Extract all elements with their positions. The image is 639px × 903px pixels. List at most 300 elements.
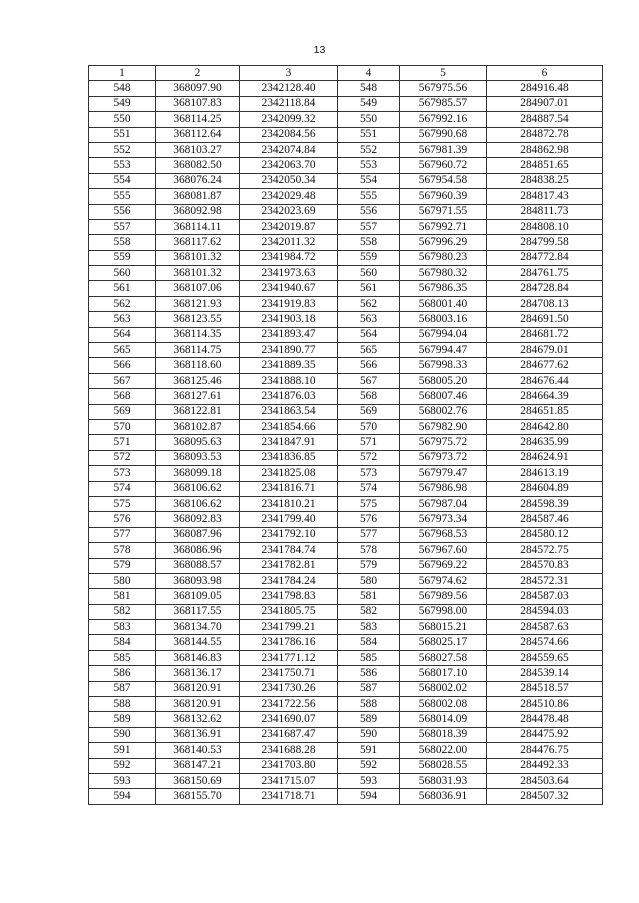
table-cell: 284799.58: [487, 235, 603, 250]
table-cell: 284624.91: [487, 450, 603, 465]
table-cell: 284475.92: [487, 727, 603, 742]
table-cell: 284708.13: [487, 296, 603, 311]
table-row: [89, 650, 603, 665]
table-cell: 284598.39: [487, 496, 603, 511]
table-cell: 582: [338, 604, 400, 619]
table-cell: 555: [338, 189, 400, 204]
table-cell: 567960.72: [400, 158, 487, 173]
table-cell: 368106.62: [156, 496, 240, 511]
table-row: [89, 373, 603, 388]
table-cell: 568003.16: [400, 312, 487, 327]
table-cell: 561: [338, 281, 400, 296]
table-cell: 566: [89, 358, 156, 373]
table-cell: 567974.62: [400, 573, 487, 588]
table-row: [89, 281, 603, 296]
table-cell: 284761.75: [487, 266, 603, 281]
table-row: [89, 681, 603, 696]
table-cell: 564: [89, 327, 156, 342]
table-cell: 368092.83: [156, 512, 240, 527]
table-row: [89, 419, 603, 434]
table-cell: 551: [338, 127, 400, 142]
table-cell: 574: [89, 481, 156, 496]
table-cell: 368136.91: [156, 727, 240, 742]
table-cell: 548: [338, 81, 400, 96]
table-cell: 562: [338, 296, 400, 311]
table-row: [89, 312, 603, 327]
table-cell: 561: [89, 281, 156, 296]
table-cell: 2341984.72: [240, 250, 338, 265]
table-cell: 580: [338, 573, 400, 588]
table-cell: 368147.21: [156, 758, 240, 773]
table-cell: 565: [89, 343, 156, 358]
table-cell: 593: [338, 773, 400, 788]
table-cell: 2341825.08: [240, 466, 338, 481]
table-cell: 2341786.16: [240, 635, 338, 650]
table-row: [89, 758, 603, 773]
table-row: [89, 389, 603, 404]
table-cell: 575: [89, 496, 156, 511]
table-cell: 564: [338, 327, 400, 342]
table-cell: 2341784.24: [240, 573, 338, 588]
table-cell: 284887.54: [487, 112, 603, 127]
table-cell: 550: [338, 112, 400, 127]
table-cell: 560: [338, 266, 400, 281]
table-cell: 568: [338, 389, 400, 404]
table-cell: 556: [338, 204, 400, 219]
table-cell: 569: [89, 404, 156, 419]
table-cell: 368082.50: [156, 158, 240, 173]
table-cell: 284642.80: [487, 419, 603, 434]
table-row: [89, 773, 603, 788]
table-cell: 553: [338, 158, 400, 173]
table-cell: 284838.25: [487, 173, 603, 188]
table-cell: 559: [89, 250, 156, 265]
table-cell: 2341722.56: [240, 697, 338, 712]
table-row: [89, 666, 603, 681]
table-cell: 567: [89, 373, 156, 388]
table-cell: 368103.27: [156, 142, 240, 157]
table-cell: 368144.55: [156, 635, 240, 650]
table-row: [89, 604, 603, 619]
table-cell: 368117.55: [156, 604, 240, 619]
table-cell: 590: [89, 727, 156, 742]
table-cell: 284507.32: [487, 789, 603, 804]
table-cell: 587: [89, 681, 156, 696]
table-row: [89, 512, 603, 527]
table-cell: 2342099.32: [240, 112, 338, 127]
table-row: [89, 112, 603, 127]
table-cell: 567986.35: [400, 281, 487, 296]
table-cell: 368114.35: [156, 327, 240, 342]
table-cell: 284476.75: [487, 743, 603, 758]
table-cell: 368150.69: [156, 773, 240, 788]
table-cell: 567975.72: [400, 435, 487, 450]
table-cell: 2341847.91: [240, 435, 338, 450]
table-row: [89, 96, 603, 111]
table-cell: 368114.75: [156, 343, 240, 358]
table-cell: 368114.11: [156, 219, 240, 234]
table-cell: 572: [338, 450, 400, 465]
table-cell: 568005.20: [400, 373, 487, 388]
table-cell: 368120.91: [156, 681, 240, 696]
table-row: [89, 481, 603, 496]
table-cell: 567954.58: [400, 173, 487, 188]
table-cell: 562: [89, 296, 156, 311]
table-cell: 584: [338, 635, 400, 650]
table-cell: 2341687.47: [240, 727, 338, 742]
table-cell: 2342063.70: [240, 158, 338, 173]
table-cell: 563: [89, 312, 156, 327]
table-cell: 568025.17: [400, 635, 487, 650]
table-cell: 284594.03: [487, 604, 603, 619]
table-cell: 566: [338, 358, 400, 373]
column-header: 5: [400, 66, 487, 81]
table-cell: 568018.39: [400, 727, 487, 742]
table-cell: 2341782.81: [240, 558, 338, 573]
table-cell: 2342118.84: [240, 96, 338, 111]
table-cell: 555: [89, 189, 156, 204]
table-cell: 368102.87: [156, 419, 240, 434]
table-cell: 568017.10: [400, 666, 487, 681]
table-row: [89, 543, 603, 558]
table-cell: 368088.57: [156, 558, 240, 573]
table-cell: 549: [89, 96, 156, 111]
table-cell: 567980.32: [400, 266, 487, 281]
table-cell: 368099.18: [156, 466, 240, 481]
table-cell: 368107.06: [156, 281, 240, 296]
table-cell: 284676.44: [487, 373, 603, 388]
table-cell: 548: [89, 81, 156, 96]
table-row: [89, 250, 603, 265]
table-cell: 368076.24: [156, 173, 240, 188]
table-cell: 368101.32: [156, 266, 240, 281]
table-cell: 368155.70: [156, 789, 240, 804]
table-cell: 567985.57: [400, 96, 487, 111]
table-cell: 572: [89, 450, 156, 465]
table-cell: 284691.50: [487, 312, 603, 327]
table-cell: 368109.05: [156, 589, 240, 604]
table-cell: 568: [89, 389, 156, 404]
table-row: [89, 219, 603, 234]
table-cell: 2341890.77: [240, 343, 338, 358]
table-cell: 568002.76: [400, 404, 487, 419]
table-row: [89, 173, 603, 188]
table-cell: 368127.61: [156, 389, 240, 404]
table-cell: 578: [338, 543, 400, 558]
table-cell: 568007.46: [400, 389, 487, 404]
table-cell: 567982.90: [400, 419, 487, 434]
table-cell: 2341940.67: [240, 281, 338, 296]
table-cell: 567992.71: [400, 219, 487, 234]
table-row: [89, 712, 603, 727]
table-cell: 586: [338, 666, 400, 681]
table-cell: 567990.68: [400, 127, 487, 142]
table-cell: 284580.12: [487, 527, 603, 542]
table-cell: 368086.96: [156, 543, 240, 558]
table-cell: 583: [89, 620, 156, 635]
table-cell: 575: [338, 496, 400, 511]
table-cell: 284851.65: [487, 158, 603, 173]
table-cell: 2341792.10: [240, 527, 338, 542]
table-cell: 2342019.87: [240, 219, 338, 234]
table-cell: 567980.23: [400, 250, 487, 265]
table-cell: 2341688.28: [240, 743, 338, 758]
table-cell: 568022.00: [400, 743, 487, 758]
table-cell: 368114.25: [156, 112, 240, 127]
table-cell: 581: [89, 589, 156, 604]
table-cell: 284681.72: [487, 327, 603, 342]
table-cell: 567981.39: [400, 142, 487, 157]
column-header: 4: [338, 66, 400, 81]
table-cell: 2341798.83: [240, 589, 338, 604]
table-cell: 579: [338, 558, 400, 573]
table-cell: 574: [338, 481, 400, 496]
table-cell: 578: [89, 543, 156, 558]
table-cell: 2342128.40: [240, 81, 338, 96]
table-cell: 579: [89, 558, 156, 573]
table-row: [89, 527, 603, 542]
table-cell: 368117.62: [156, 235, 240, 250]
table-cell: 577: [338, 527, 400, 542]
table-cell: 2341799.21: [240, 620, 338, 635]
table-cell: 2342074.84: [240, 142, 338, 157]
table-cell: 592: [89, 758, 156, 773]
table-cell: 568001.40: [400, 296, 487, 311]
table-cell: 570: [338, 419, 400, 434]
table-cell: 284907.01: [487, 96, 603, 111]
table-cell: 284478.48: [487, 712, 603, 727]
table-cell: 2341810.21: [240, 496, 338, 511]
table-cell: 368118.60: [156, 358, 240, 373]
table-cell: 567998.00: [400, 604, 487, 619]
table-row: [89, 142, 603, 157]
table-cell: 368081.87: [156, 189, 240, 204]
table-cell: 560: [89, 266, 156, 281]
table-row: [89, 327, 603, 342]
table-row: [89, 573, 603, 588]
table-cell: 550: [89, 112, 156, 127]
table-cell: 559: [338, 250, 400, 265]
table-cell: 284808.10: [487, 219, 603, 234]
table-cell: 368136.17: [156, 666, 240, 681]
table-cell: 585: [89, 650, 156, 665]
table-row: [89, 450, 603, 465]
table-cell: 284587.46: [487, 512, 603, 527]
table-cell: 567973.34: [400, 512, 487, 527]
table-cell: 2341876.03: [240, 389, 338, 404]
table-row: [89, 189, 603, 204]
table-cell: 571: [338, 435, 400, 450]
table-cell: 567968.53: [400, 527, 487, 542]
column-header: 3: [240, 66, 338, 81]
table-cell: 368121.93: [156, 296, 240, 311]
table-row: [89, 466, 603, 481]
table-cell: 2341836.85: [240, 450, 338, 465]
table-cell: 2341771.12: [240, 650, 338, 665]
table-cell: 368101.32: [156, 250, 240, 265]
table-cell: 592: [338, 758, 400, 773]
table-cell: 2342023.69: [240, 204, 338, 219]
table-cell: 567989.56: [400, 589, 487, 604]
table-row: [89, 358, 603, 373]
table-cell: 284651.85: [487, 404, 603, 419]
table-cell: 552: [338, 142, 400, 157]
table-cell: 2341903.18: [240, 312, 338, 327]
table-cell: 583: [338, 620, 400, 635]
table-cell: 284570.83: [487, 558, 603, 573]
table-cell: 284635.99: [487, 435, 603, 450]
column-header: 1: [89, 66, 156, 81]
table-cell: 368093.98: [156, 573, 240, 588]
table-cell: 568027.58: [400, 650, 487, 665]
table-cell: 2342011.32: [240, 235, 338, 250]
table-row: [89, 343, 603, 358]
table-cell: 591: [338, 743, 400, 758]
table-cell: 2341863.54: [240, 404, 338, 419]
table-row: [89, 435, 603, 450]
table-row: [89, 635, 603, 650]
table-cell: 284539.14: [487, 666, 603, 681]
table-cell: 284572.75: [487, 543, 603, 558]
table-cell: 368134.70: [156, 620, 240, 635]
table-cell: 567979.47: [400, 466, 487, 481]
table-cell: 284811.73: [487, 204, 603, 219]
table-cell: 590: [338, 727, 400, 742]
table-cell: 2341919.83: [240, 296, 338, 311]
table-cell: 567973.72: [400, 450, 487, 465]
table-cell: 582: [89, 604, 156, 619]
table-cell: 2341703.80: [240, 758, 338, 773]
table-cell: 567996.29: [400, 235, 487, 250]
table-cell: 284772.84: [487, 250, 603, 265]
table-cell: 284728.84: [487, 281, 603, 296]
table-cell: 558: [338, 235, 400, 250]
table-cell: 567992.16: [400, 112, 487, 127]
table-cell: 567960.39: [400, 189, 487, 204]
table-cell: 2341805.75: [240, 604, 338, 619]
table-cell: 586: [89, 666, 156, 681]
table-cell: 554: [89, 173, 156, 188]
table-cell: 570: [89, 419, 156, 434]
table-cell: 549: [338, 96, 400, 111]
table-cell: 284679.01: [487, 343, 603, 358]
table-cell: 368122.81: [156, 404, 240, 419]
table-cell: 581: [338, 589, 400, 604]
page-number: 13: [313, 44, 326, 56]
table-cell: 589: [338, 712, 400, 727]
table-row: [89, 404, 603, 419]
table-cell: 368107.83: [156, 96, 240, 111]
table-cell: 368120.91: [156, 697, 240, 712]
table-row: [89, 496, 603, 511]
table-cell: 284613.19: [487, 466, 603, 481]
table-cell: 567994.04: [400, 327, 487, 342]
column-header: 6: [487, 66, 603, 81]
table-cell: 284572.31: [487, 573, 603, 588]
table-cell: 2341730.26: [240, 681, 338, 696]
table-cell: 2341854.66: [240, 419, 338, 434]
table-row: [89, 204, 603, 219]
table-cell: 569: [338, 404, 400, 419]
table-cell: 553: [89, 158, 156, 173]
table-row: [89, 697, 603, 712]
table-cell: 567: [338, 373, 400, 388]
table-row: [89, 620, 603, 635]
table-cell: 568036.91: [400, 789, 487, 804]
table-cell: 580: [89, 573, 156, 588]
table-cell: 589: [89, 712, 156, 727]
table-cell: 284492.33: [487, 758, 603, 773]
table-cell: 368092.98: [156, 204, 240, 219]
table-row: [89, 266, 603, 281]
table-header-row: [89, 66, 603, 81]
table-cell: 2341799.40: [240, 512, 338, 527]
table-cell: 567971.55: [400, 204, 487, 219]
table-cell: 284574.66: [487, 635, 603, 650]
table-cell: 557: [89, 219, 156, 234]
table-cell: 587: [338, 681, 400, 696]
table-cell: 567998.33: [400, 358, 487, 373]
table-cell: 2341816.71: [240, 481, 338, 496]
table-cell: 2341888.10: [240, 373, 338, 388]
table-cell: 2341889.35: [240, 358, 338, 373]
table-cell: 368097.90: [156, 81, 240, 96]
table-row: [89, 727, 603, 742]
table-cell: 573: [338, 466, 400, 481]
table-cell: 2341690.07: [240, 712, 338, 727]
table-cell: 368140.53: [156, 743, 240, 758]
table-cell: 557: [338, 219, 400, 234]
table-cell: 284604.89: [487, 481, 603, 496]
table-cell: 2342050.34: [240, 173, 338, 188]
table-cell: 2341715.07: [240, 773, 338, 788]
table-cell: 594: [338, 789, 400, 804]
column-header: 2: [156, 66, 240, 81]
table-cell: 568002.02: [400, 681, 487, 696]
table-cell: 563: [338, 312, 400, 327]
table-cell: 284916.48: [487, 81, 603, 96]
table-cell: 577: [89, 527, 156, 542]
table-cell: 568028.55: [400, 758, 487, 773]
table-cell: 588: [89, 697, 156, 712]
table-row: [89, 558, 603, 573]
table-cell: 591: [89, 743, 156, 758]
table-cell: 368112.64: [156, 127, 240, 142]
table-cell: 588: [338, 697, 400, 712]
table-cell: 284503.64: [487, 773, 603, 788]
table-cell: 552: [89, 142, 156, 157]
table-cell: 568002.08: [400, 697, 487, 712]
table-cell: 368095.63: [156, 435, 240, 450]
table-cell: 567967.60: [400, 543, 487, 558]
table-cell: 567986.98: [400, 481, 487, 496]
table-cell: 284664.39: [487, 389, 603, 404]
table-cell: 567975.56: [400, 81, 487, 96]
table-cell: 368106.62: [156, 481, 240, 496]
table-cell: 554: [338, 173, 400, 188]
table-row: [89, 296, 603, 311]
table-cell: 284510.86: [487, 697, 603, 712]
table-cell: 594: [89, 789, 156, 804]
table-cell: 593: [89, 773, 156, 788]
table-cell: 567994.47: [400, 343, 487, 358]
table-cell: 284587.03: [487, 589, 603, 604]
table-cell: 565: [338, 343, 400, 358]
table-cell: 576: [338, 512, 400, 527]
table-cell: 2342084.56: [240, 127, 338, 142]
coordinates-table: [88, 65, 603, 805]
table-cell: 284817.43: [487, 189, 603, 204]
